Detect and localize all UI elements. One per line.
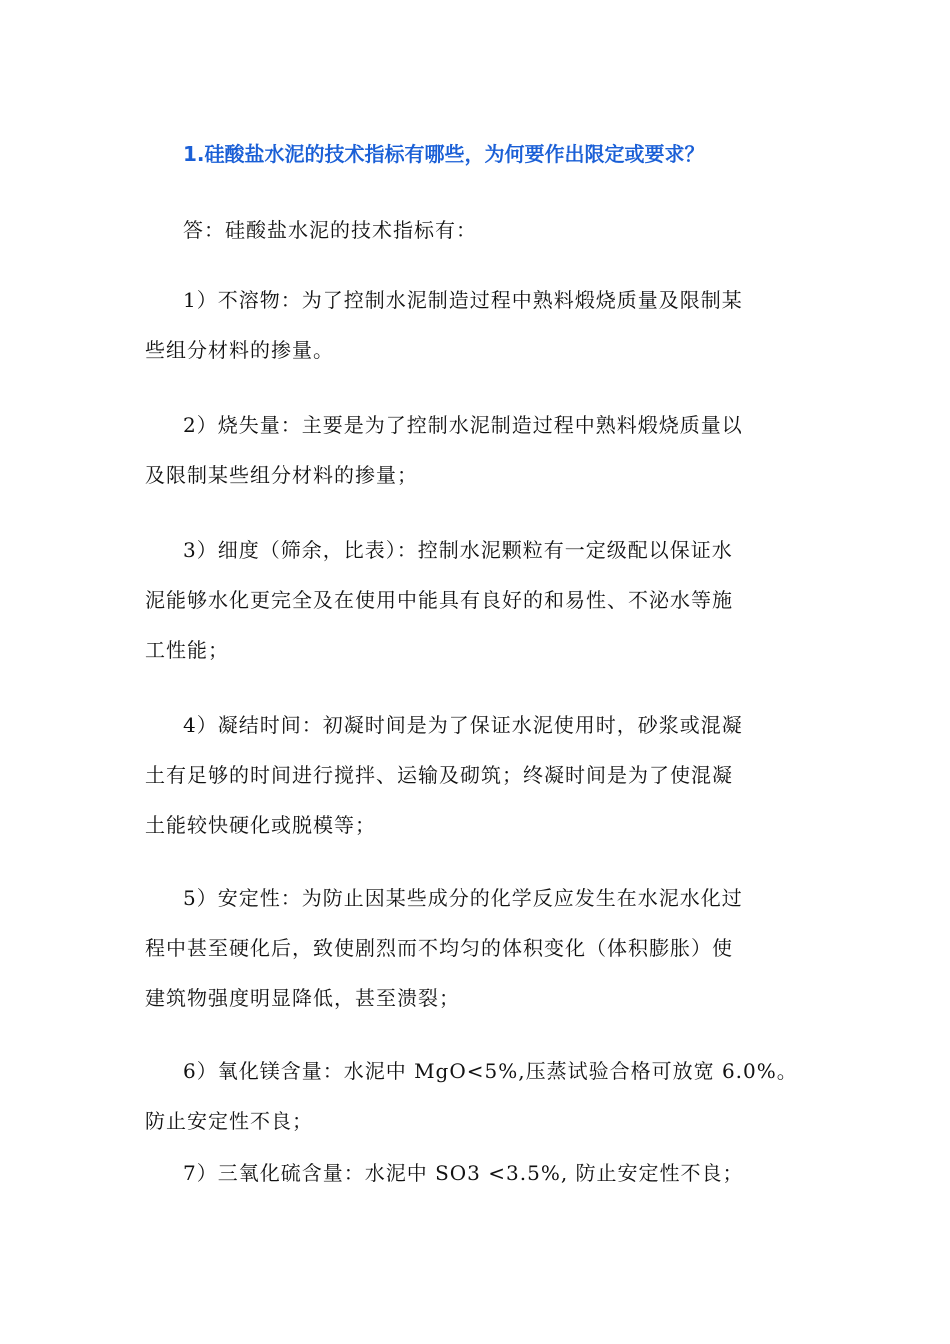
question-title: 1.硅酸盐水泥的技术指标有哪些，为何要作出限定或要求？ bbox=[183, 142, 705, 166]
answer-intro bbox=[145, 205, 797, 255]
item-5-soundness bbox=[145, 873, 797, 1023]
item-line: 建筑物强度明显降低，甚至溃裂； bbox=[145, 986, 460, 1010]
item-4-setting-time bbox=[145, 700, 797, 850]
item-line: 泥能够水化更完全及在使用中能具有良好的和易性、不泌水等施 bbox=[145, 588, 733, 612]
item-line: 防止安定性不良； bbox=[145, 1109, 313, 1133]
item-6-magnesium-oxide bbox=[145, 1046, 797, 1146]
item-line: 些组分材料的掺量。 bbox=[145, 338, 334, 362]
item-line: 程中甚至硬化后，致使剧烈而不均匀的体积变化（体积膨胀）使 bbox=[145, 936, 733, 960]
item-2-loss-on-ignition bbox=[145, 400, 797, 500]
item-line: 4）凝结时间：初凝时间是为了保证水泥使用时，砂浆或混凝 bbox=[183, 713, 743, 737]
item-line: 1）不溶物：为了控制水泥制造过程中熟料煅烧质量及限制某 bbox=[183, 288, 743, 312]
item-line: 土有足够的时间进行搅拌、运输及砌筑；终凝时间是为了使混凝 bbox=[145, 763, 733, 787]
item-line: 土能较快硬化或脱模等； bbox=[145, 813, 376, 837]
item-line: 5）安定性：为防止因某些成分的化学反应发生在水泥水化过 bbox=[183, 886, 743, 910]
item-line: 工性能； bbox=[145, 638, 229, 662]
item-7-sulfur-trioxide bbox=[145, 1148, 797, 1198]
answer-intro-text: 答：硅酸盐水泥的技术指标有： bbox=[183, 218, 477, 242]
item-3-fineness bbox=[145, 525, 797, 675]
item-1-insoluble-matter bbox=[145, 275, 797, 375]
item-line: 7）三氧化硫含量：水泥中 SO3 <3.5%, 防止安定性不良； bbox=[183, 1161, 744, 1185]
item-line: 6）氧化镁含量：水泥中 MgO<5%,压蒸试验合格可放宽 6.0%。 bbox=[183, 1059, 798, 1083]
item-line: 2）烧失量：主要是为了控制水泥制造过程中熟料煅烧质量以 bbox=[183, 413, 743, 437]
item-line: 及限制某些组分材料的掺量； bbox=[145, 463, 418, 487]
item-line: 3）细度（筛余，比表）：控制水泥颗粒有一定级配以保证水 bbox=[183, 538, 733, 562]
